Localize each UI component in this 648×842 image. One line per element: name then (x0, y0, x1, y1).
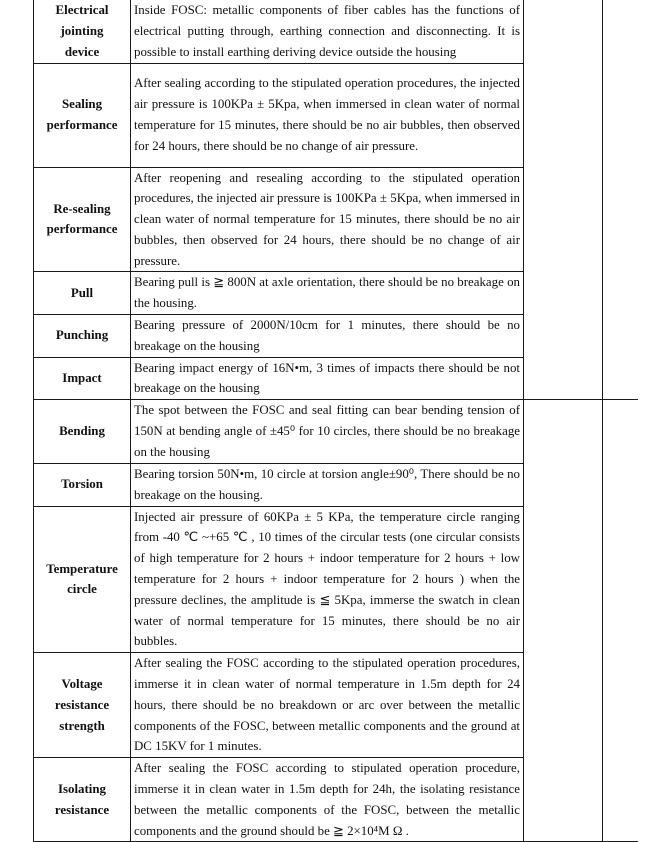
test-item-requirement: Injected air pressure of 60KPa ± 5 KPa, the temperature circle ranging from -40 ℃ ~+65 ℃ , 10 times of the circular tests (one circular consists of high temperature for 2 hours + indoor temperature for 2 hours + low temperature for 2 hours + indoor temperature for 2 hours ) when the pressure declines, the amplitude is ≦ 5Kpa, immerse the swatch in clean water of normal temperature for 15 minutes, there should be no air bubbles. (131, 506, 524, 653)
test-item-requirement: Bearing torsion 50N•m, 10 circle at torsion angle±90⁰, There should be no breakage on the housing. (131, 463, 524, 506)
test-item-name: Temperature circle (34, 506, 131, 653)
test-item-requirement: After sealing according to the stipulated operation procedures, the injected air pressure is 100KPa ± 5Kpa, when immersed in clean water of normal temperature for 15 minutes, there should be no air bubbles, then observed for 24 hours, there should be no change of air pressure. (131, 63, 524, 167)
test-item-requirement: After sealing the FOSC according to the stipulated operation procedures, immerse it in clean water of normal temperature in 1.5m depth for 24 hours, there should be no breakdown or arc over between the metallic components of the FOSC, between metallic components and the ground at DC 15KV for 1 minutes. (131, 653, 524, 758)
performance-spec-table (33, 0, 638, 842)
test-item-name: Punching (34, 315, 131, 358)
test-item-requirement: Bearing pull is ≧ 800N at axle orientation, there should be no breakage on the housing. (131, 272, 524, 315)
test-item-requirement: After sealing the FOSC according to stipulated operation procedure, immerse it in clean water in 1.5m depth for 24h, the isolating resistance between the metallic components of the FOSC, between the metallic components and the ground should be ≧ 2×10⁴M Ω . (131, 758, 524, 842)
table-row (34, 400, 639, 463)
test-item-name: Bending (34, 400, 131, 463)
test-item-requirement: Bearing impact energy of 16N•m, 3 times of impacts there should be not breakage on the housing (131, 357, 524, 400)
test-item-name: Pull (34, 272, 131, 315)
empty-cell (524, 400, 603, 842)
test-item-name: Impact (34, 357, 131, 400)
test-item-requirement: Bearing pressure of 2000N/10cm for 1 minutes, there should be no breakage on the housing (131, 315, 524, 358)
test-item-name: Voltage resistance strength (34, 653, 131, 758)
test-item-requirement: Inside FOSC: metallic components of fiber cables has the functions of electrical putting through, earthing connection and disconnecting. It is possible to install earthing deriving device outside the housing (131, 0, 524, 63)
test-item-name: Sealing performance (34, 63, 131, 167)
test-item-name: Torsion (34, 463, 131, 506)
test-item-name: Re-sealing performance (34, 167, 131, 272)
table-row (34, 0, 639, 63)
empty-cell (603, 0, 639, 400)
test-item-name: Electrical jointing device (34, 0, 131, 63)
test-item-requirement: The spot between the FOSC and seal fitting can bear bending tension of 150N at bending angle of ±45⁰ for 10 circles, there should be no breakage on the housing (131, 400, 524, 463)
empty-cell (603, 400, 639, 842)
test-item-name: Isolating resistance (34, 758, 131, 842)
test-item-requirement: After reopening and resealing according to the stipulated operation procedures, the injected air pressure is 100KPa ± 5Kpa, when immersed in clean water of normal temperature for 15 minutes, there should be no air bubbles, then observed for 24 hours, there should be no change of air pressure. (131, 167, 524, 272)
empty-cell (524, 0, 603, 400)
